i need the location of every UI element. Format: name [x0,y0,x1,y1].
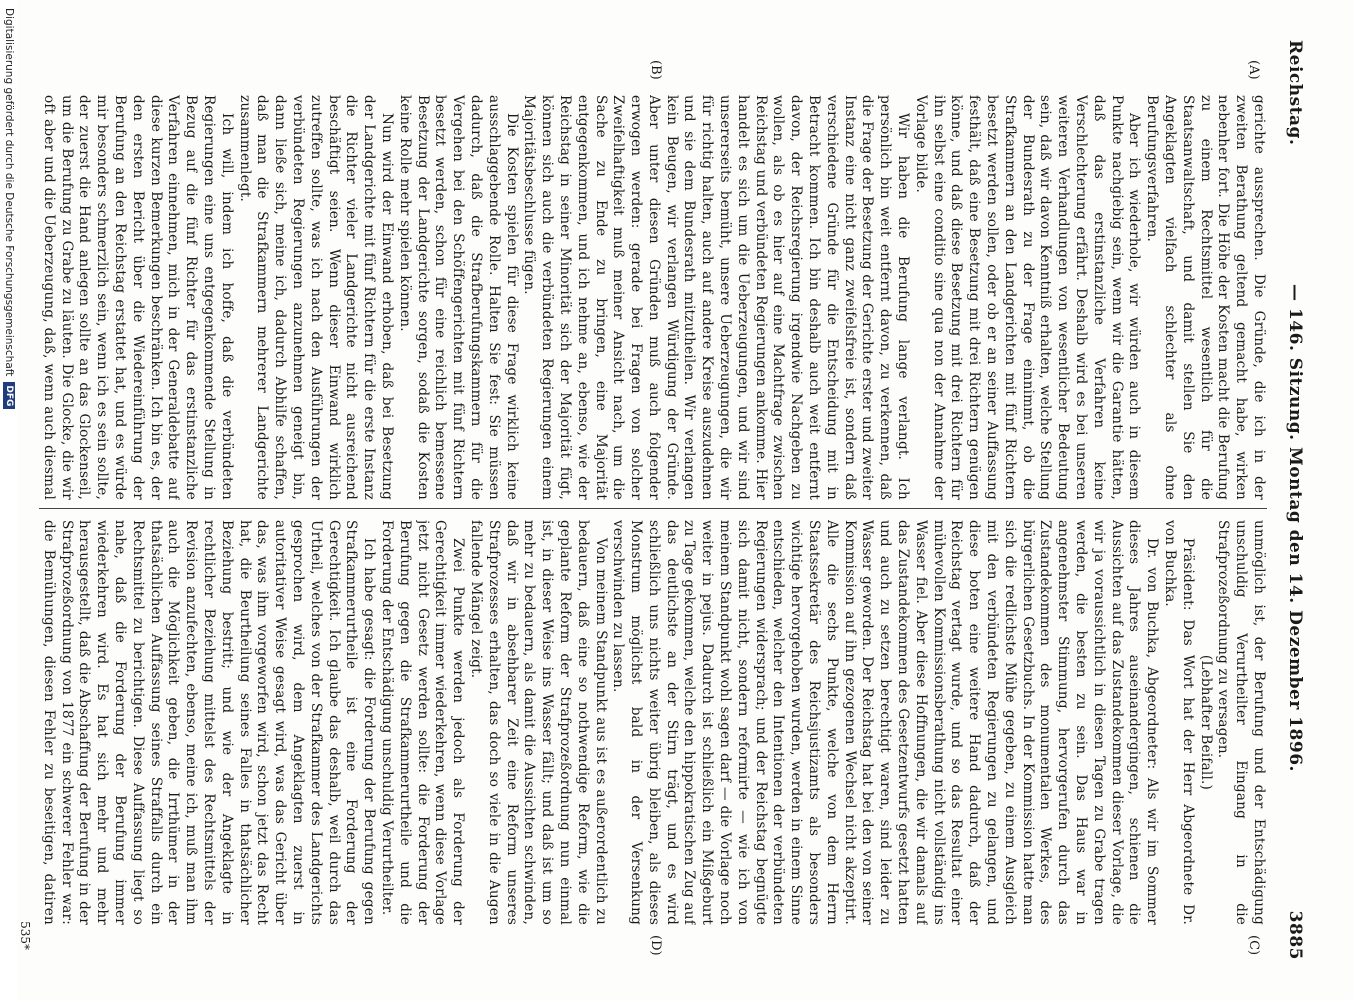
right-column [39,520,1267,925]
paragraph: gerichte aussprechen. Die Gründe, die ich in der zweiten Berathung geltend gemacht habe, wirken nebenher fort. Die Höhe der Kosten macht die Berufung zu einem Rechtsmittel wesentlich für die Staatsanwaltschaft, und damit stellen Sie den Angeklagten vielfach schlechter als ohne Berufungsverfahren. [1144,95,1267,500]
margin-mark-a: (A) [1246,60,1261,80]
header-title: — 146. Sitzung. Montag den 14. Dezember 1896. [1285,284,1305,772]
paragraph: Ich will, indem ich hoffe, daß die verbündeten Regierungen eine uns entgegenkommende Stellung in Bezug auf die fünf Richter für das erstinstanzliche Verfahren einnehmen, mich in der Generaldebatte auf diese kurzen Bemerkungen beschränken. Ich bin es, der den ersten Bericht über die Wiedereinführung der Berufung an den Reichstag erstattet hat, und es würde mir besonders schmerzlich sein, wenn ich es sein sollte, der zuerst die Hand anlegen sollte an das Glockenseil, um die Berufung zu Grabe zu läuten. Die Glocke, die wir oft aber und die Ueberzeugung, daß, wenn auch diesmal [40,95,235,500]
paragraph: unmöglich ist, der Berufung und der Entschädigung unschuldig Verurtheilter Eingang in die Strafprozeßordnung zu versagen. [1215,520,1267,925]
paragraph: Nun wird der Einwand erhoben, daß bei Besetzung der Landgerichte mit fünf Richtern für die erste Instanz die Richter vieler Landgerichte nicht ausreichend beschäftigt seien. Wenn dieser Einwand wirklich zutreffen sollte, was ich nach den Ausführungen der verbündeten Regierungen anzunehmen geneigt bin, dann ließe sich, meine ich, dadurch Abhilfe schaffen, daß man die Strafkammern mehrerer Landgerichte zusammenlegt. [236,95,395,500]
paragraph: Die Kosten spielen für diese Frage wirklich keine ausschlaggebende Rolle. Halten Sie fest: Sie müssen dadurch, daß die Strafberufungskammern für die Vergehen bei den Schöffengerichten mit fünf Richtern besetzt werden, schon für eine reichlich bemessene Besetzung der Landgerichte sorgen, sodaß die Kosten keine Rolle mehr spielen können. [396,95,520,500]
paragraph: Zwei Punkte werden jedoch als Forderung der Gerechtigkeit immer wiederkehren, wenn diese Vorlage jetzt nicht Gesetz werden sollte: die Forderung der Berufung gegen die Strafkammerurtheile und die Forderung der Entschädigung unschuldig Verurtheilter. [378,520,467,925]
signature-mark: 535* [18,921,32,950]
page-number: 3885 [1285,910,1305,960]
paragraph: Dr. von Buchka, Abgeordneter: Als wir im Sommer dieses Jahres auseinandergingen, schienen die Aussichten auf das Zustandekommen dieser Vorlage, die wir ja voraussichtlich in diesen Tagen zu Grabe tragen werden, die besten zu sein. Das Haus war in angenehmster Stimmung, hervorgerufen durch das Zustandekommen des monumentalen Werkes, des bürgerlichen Gesetzbuchs. In der Kommission hatte man sich die redlichste Mühe gegeben, zu einem Ausgleich mit den verbündeten Regierungen zu gelangen, und diese boten eine weitere Hand dadurch, daß der Reichstag vertagt wurde, und so das Resultat einer mühevollen Kommissionsberathung nicht vollständig ins Wasser fiel. Aber diese Hoffnungen, die wir damals auf das Zustandekommen des Gesetzentwurfs gesetzt hatten und auch zu setzen berechtigt waren, sind leider zu Wasser geworden. Der Reichstag hat bei den von seiner Kommission auf ihn gezogenen Wechsel nicht akzeptirt. Alle die sechs Punkte, welche von dem Herrn Staatssekretär des Reichsjustizamts als besonders wichtige hervorgehoben wurden, werden in einem Sinne entschieden, welcher den Intentionen der verbündeten Regierungen widersprach; und der Reichstag begnügte sich damit nicht, sondern reformirte — wie ich von meinem Standpunkt wohl sagen darf — die Vorlage noch weiter in pejus. Dadurch ist schließlich ein Mißgeburt zu Tage gekommen, welche den hippokratischen Zug auf das deutlichste an der Stirn trägt, und es wird schließlich uns nichts weiter übrig bleiben, als dieses Monstrum möglichst bald in der Versenkung verschwinden zu lassen. [610,520,1161,925]
footer-text: Digitalisierung gefördert durch die Deutsche Forschungsgemeinschaft [3,8,15,377]
paragraph: Von meinem Standpunkt aus ist es außerordentlich zu bedauern, daß eine so nothwendige Reform, wie die geplante Reform der Strafprozeßordnung nun einmal ist, in dieser Weise ins Wasser fällt; und daß ist um so mehr zu bedauern, als damit die Aussichten schwinden, daß wir in absehbarer Zeit eine Reform unseres Strafprozesses erhalten, das doch so viele in die Augen fallende Mängel zeigt. [467,520,609,925]
applause-note: (Lebhafter Beifall.) [1197,654,1214,791]
margin-mark-d: (D) [648,935,663,956]
column-divider [39,508,1267,509]
paragraph: Präsident: Das Wort hat der Herr Abgeordnete Dr. von Buchka. [1162,520,1196,925]
header-left: Reichstag. [1285,40,1305,146]
digitization-footer [0,0,18,1008]
page-header [1275,40,1315,960]
left-column [39,95,1267,500]
margin-mark-c: (C) [1246,935,1261,956]
paragraph: Wir haben die Berufung lange verlangt. Ich persönlich bin weit entfernt davon, zu verkennen, daß die Frage der Besetzung der Gerichte erster und zweiter Instanz eine nicht ganz zweifelsfreie ist, sondern daß verschiedene Gründe für die Entscheidung mit in Betracht kommen. Ich bin deshalb auch weit entfernt davon, der Reichsregierung irgendwie Nachgeben zu wollen, als ob es hier auf eine Machtfrage zwischen Reichstag und verbündeten Regierungen ankomme. Hier handelt es sich um die Ueberzeugungen, und wir sind unsererseits bemüht, unsere Ueberzeugungen, die wir für richtig halten, auch auf andere Kreise auszudehnen und sie dem Bundesrath mitzutheilen. Wir verlangen kein Beugen, wir verlangen Würdigung der Gründe. Aber unter diesen Gründen muß auch folgender erwogen werden: gerade bei Fragen von solcher Zweifelhaftigkeit muß meiner Ansicht nach, um die Sache zu Ende zu bringen, eine Majorität entgegenkommen, und ich nehme an, ebenso, wie der Reichstag in seiner Minorität sich der Majorität fügt, können sich auch die verbündeten Regierungen einem Majoritätsbeschlusse fügen. [521,95,912,500]
paragraph: Aber ich wiederhole, wir würden auch in diesem Punkte nachgiebig sein, wenn wir die Garantie hätten, daß das erstinstanzliche Verfahren keine Verschlechterung erfährt. Deshalb wird es bei unseren weiteren Verhandlungen von wesentlicher Bedeutung sein, daß wir davon Kenntniß erhalten, welche Stellung der Bundesrath zu der Frage einnimmt, ob die Strafkammern an den Landgerichten mit fünf Richtern besetzt werden sollen, oder ob er an seiner Auffassung festhält, daß eine Besetzung mit drei Richtern genügen könne, und daß diese Besetzung mit drei Richtern für ihn selbst eine conditio sine qua non der Annahme der Vorlage bilde. [912,95,1143,500]
margin-mark-b: (B) [648,60,663,80]
dfg-logo: DFG [3,382,15,409]
paragraph: Ich habe gesagt: die Forderung der Berufung gegen Strafkammerurtheile ist eine Forderung der Gerechtigkeit. Ich glaube das deshalb, weil durch das Urtheil, welches von der Strafkammer des Landgerichts gesprochen wird, dem Angeklagten zuerst in autoritativer Weise gesagt wird, was das Gericht über das, was ihm vorgeworfen wird, schon jetzt das Recht hat, die Beurtheilung seines Falles in thatsächlicher Beziehung bestritt; und wie der Angeklagte in rechtlicher Beziehung mittelst des Rechtsmittels der Revision anzufechten, ebenso, meine ich, muß man ihm auch die Möglichkeit geben, die Irrthümer in der thatsächlichen Auffassung seines Straffalls durch ein Rechtsmittel zu berichtigen. Diese Auffassung liegt so nahe, daß die Forderung der Berufung immer wiederkehren wird. Es hat sich mehr und mehr herausgestellt, daß die Abschaffung der Berufung in der Strafprozeßordnung von 1877 ein schwerer Fehler war: die Bemühungen, diesen Fehler zu beseitigen, datiren [40,520,378,925]
